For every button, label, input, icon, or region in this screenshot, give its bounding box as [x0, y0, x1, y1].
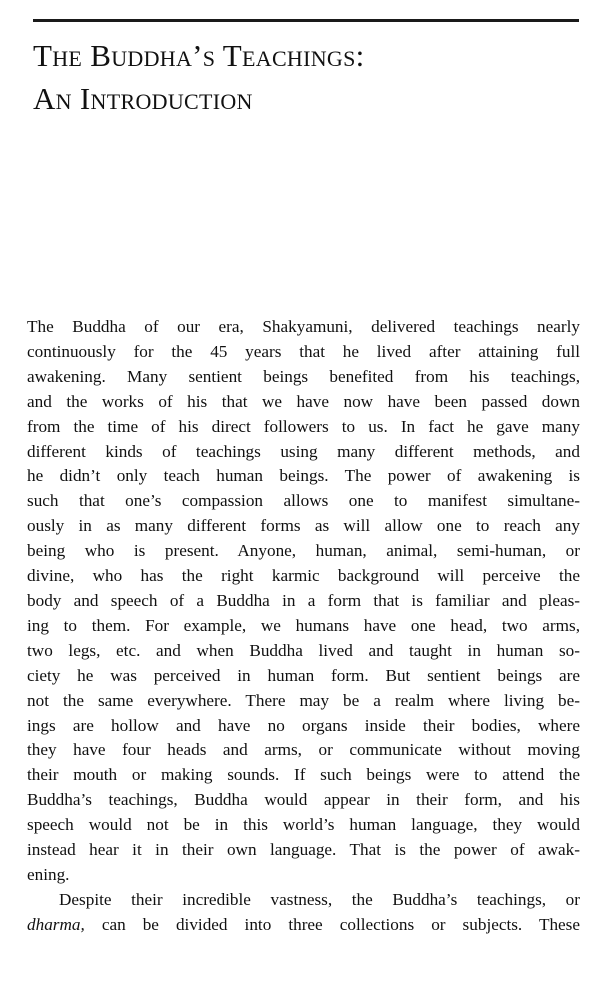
paragraph-1-line: ciety he was perceived in human form. But sentient beings are [27, 665, 580, 685]
paragraph-1-line: awakening. Many sentient beings benefited from his teachings, [27, 366, 580, 386]
dharma-term: dharma, [27, 914, 85, 934]
paragraph-1-line: continuously for the 45 years that he lived after attaining full [27, 341, 580, 361]
chapter-title-line-2: An Introduction [33, 81, 253, 116]
paragraph-1-line: Buddha’s teachings, Buddha would appear in their form, and his [27, 790, 580, 810]
paragraph-1-line: two legs, etc. and when Buddha lived and taught in human so- [27, 640, 580, 660]
paragraph-2 [27, 888, 580, 938]
paragraph-1-line: and the works of his that we have now have been passed down [27, 391, 580, 411]
paragraph-1-line: different kinds of teachings using many different methods, and [27, 441, 580, 461]
paragraph-1-line: ings are hollow and have no organs inside their bodies, where [27, 715, 580, 735]
paragraph-1-line: they have four heads and arms, or communicate without moving [27, 740, 580, 760]
body-text [27, 315, 580, 938]
paragraph-2-line-2 [27, 913, 580, 938]
chapter-title [33, 34, 579, 120]
paragraph-1 [27, 315, 580, 888]
paragraph-1-line: ening. [27, 864, 70, 884]
paragraph-2-line-2-rest: can be divided into three collections or subjects. These [84, 914, 580, 934]
paragraph-1-line: their mouth or making sounds. If such beings were to attend the [27, 765, 580, 785]
paragraph-1-line: from the time of his direct followers to us. In fact he gave many [27, 416, 580, 436]
paragraph-1-line: instead hear it in their own language. That is the power of awak- [27, 840, 580, 860]
paragraph-1-line: speech would not be in this world’s human language, they would [27, 815, 580, 835]
paragraph-1-line: being who is present. Anyone, human, animal, semi-human, or [27, 541, 580, 561]
paragraph-1-line: not the same everywhere. There may be a realm where living be- [27, 690, 580, 710]
paragraph-2-line-1: Despite their incredible vastness, the Buddha’s teachings, or [59, 889, 580, 909]
paragraph-1-line: The Buddha of our era, Shakyamuni, delivered teachings nearly [27, 317, 580, 336]
paragraph-1-line: ously in as many different forms as will allow one to reach any [27, 516, 580, 536]
paragraph-1-line: body and speech of a Buddha in a form that is familiar and pleas- [27, 590, 580, 610]
paragraph-1-line: such that one’s compassion allows one to manifest simultane- [27, 491, 580, 511]
paragraph-1-line: ing to them. For example, we humans have one head, two arms, [27, 615, 580, 635]
header-rule [33, 19, 579, 22]
chapter-title-line-1: The Buddha’s Teachings: [33, 38, 365, 73]
paragraph-1-line: he didn’t only teach human beings. The power of awakening is [27, 466, 580, 486]
paragraph-1-line: divine, who has the right karmic background will perceive the [27, 566, 580, 586]
